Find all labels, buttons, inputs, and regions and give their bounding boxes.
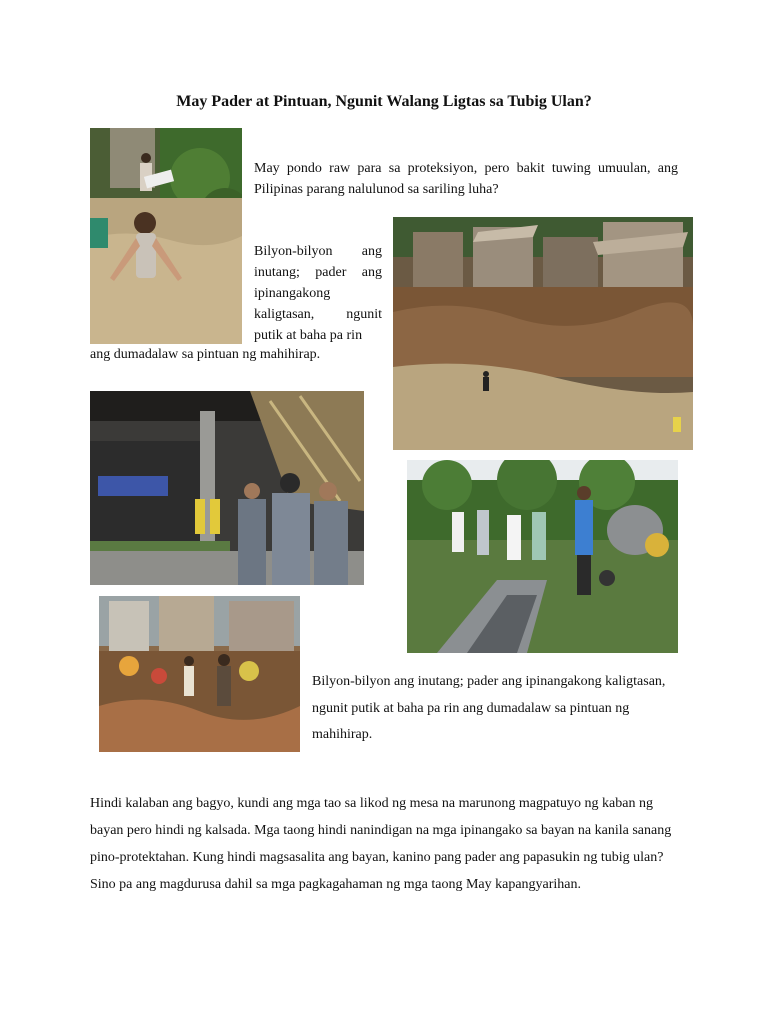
closing-paragraph: Hindi kalaban ang bagyo, kundi ang mga tao sa likod ng mesa na marunong magpatuyo ng kaban ng bayan pero hindi ng kalsada. Mga taong hindi nanindigan na mga ipinangako sa bayan na kanila sanang pino-protektahan. Kung hindi magsasalita ang bayan, kanino pang pader ang papasukin ng tubig ulan? Sino pa ang magdurusa dahil sa mga pagkagahaman ng mga taong May kapangyarihan. [90,796,672,892]
photo-flood-damaged-houses [393,217,693,450]
article-title: May Pader at Pintuan, Ngunit Walang Ligtas sa Tubig Ulan? [176,93,592,110]
photo-canal-inspection [407,460,678,653]
intro-paragraph: May pondo raw para sa proteksiyon, pero bakit tuwing umuulan, ang Pilipinas parang nalulunod sa sariling luha? [254,161,678,197]
wrapped-paragraph: Bilyon-bilyon ang inutang; pader ang ipinangakong kaligtasan, ngunit putik at baha pa rin [254,244,382,343]
photo-residents-in-debris [99,596,300,752]
wrapped-paragraph-tail: ang dumadalaw sa pintuan ng mahihirap. [90,347,321,362]
photo-child-in-flood [90,128,242,344]
repeated-paragraph: Bilyon-bilyon ang inutang; pader ang ipinangakong kaligtasan, ngunit putik at baha pa rin ang dumadalaw sa pintuan ng mahihirap. [312,674,666,742]
photo-officials-inspection [90,391,364,585]
